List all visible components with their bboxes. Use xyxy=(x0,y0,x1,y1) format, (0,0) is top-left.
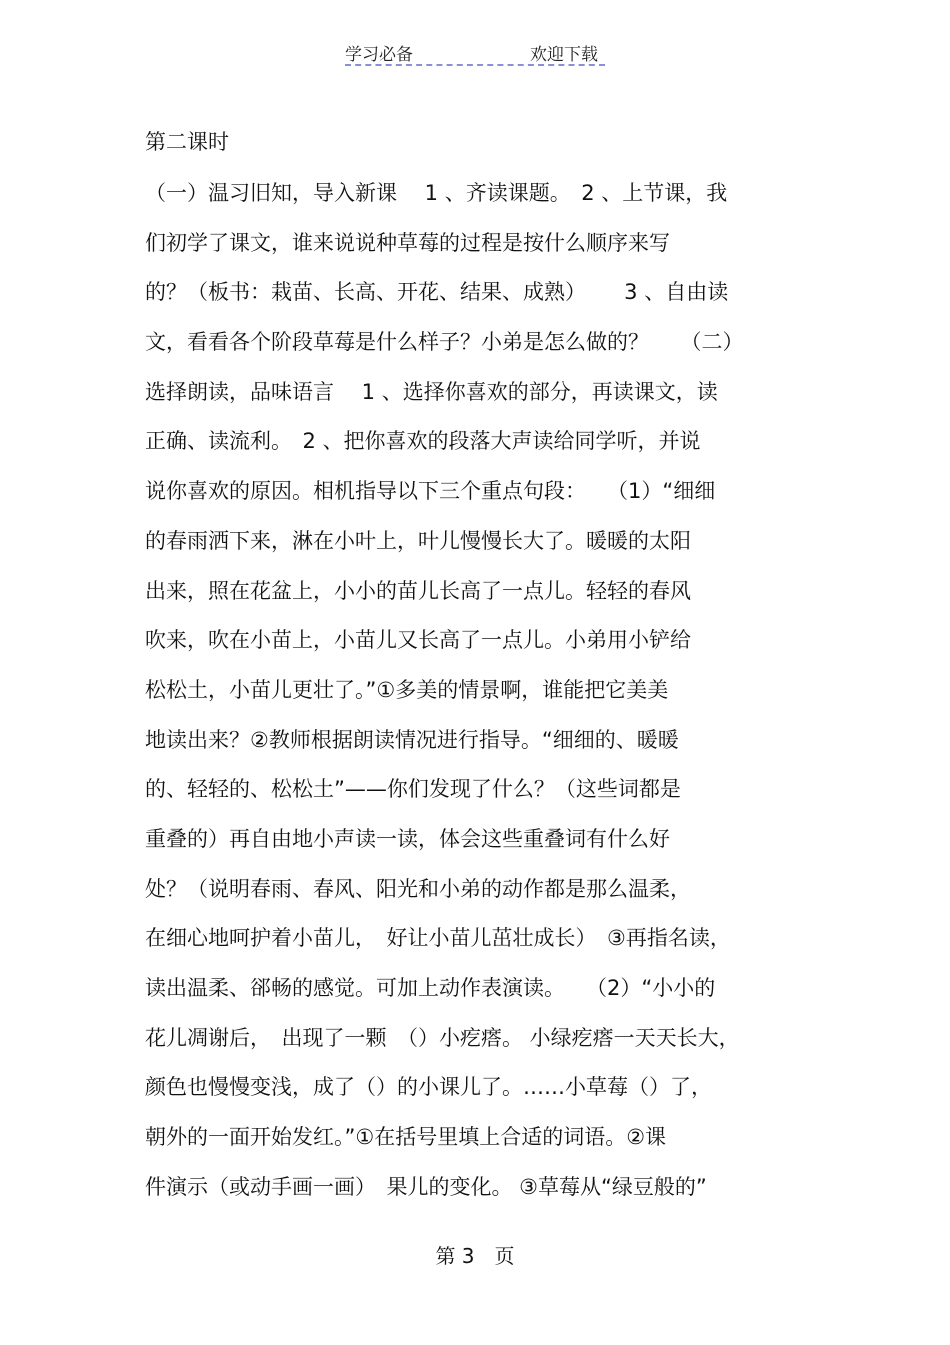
header-right-text: 欢迎下载 xyxy=(530,45,598,65)
header-divider xyxy=(345,64,605,66)
page-header xyxy=(345,40,605,66)
text-line: 出来，照在花盆上，小小的苗儿长高了一点儿。轻轻的春风 xyxy=(145,578,691,603)
text-line: （一）温习旧知，导入新课 1 、齐读课题。 2 、上节课，我 xyxy=(145,181,728,205)
text-line: 们初学了课文，谁来说说种草莓的过程是按什么顺序来写 xyxy=(145,230,670,255)
text-line: 朝外的一面开始发红。”①在括号里填上合适的词语。②课 xyxy=(145,1125,667,1150)
text-line: 地读出来？②教师根据朗读情况进行指导。“细细的、暖暖 xyxy=(145,727,679,752)
text-line: 在细心地呵护着小苗儿， 好让小苗儿茁壮成长） ③再指名读， xyxy=(145,926,731,951)
text-line: 正确、读流利。 2 、把你喜欢的段落大声读给同学听，并说 xyxy=(145,429,701,454)
text-line: 的、轻轻的、松松土”——你们发现了什么？（这些词都是 xyxy=(145,777,681,802)
text-line: 读出温柔、郤畅的感觉。可加上动作表演读。 （2）“小小的 xyxy=(145,976,716,1000)
text-line: 选择朗读，品味语言 1 、选择你喜欢的部分，再读课文，读 xyxy=(145,379,718,404)
text-line: 的？（板书：栽苗、长高、开花、结果、成熟） 3 、自由读 xyxy=(145,280,729,305)
section-title: 第二课时 xyxy=(145,130,229,154)
header-left-text: 学习必备 xyxy=(345,45,413,65)
text-line: 的春雨洒下来，淋在小叶上，叶儿慢慢长大了。暖暖的太阳 xyxy=(145,528,691,553)
text-line: 重叠的）再自由地小声读一读，体会这些重叠词有什么好 xyxy=(145,826,670,851)
text-line: 文，看看各个阶段草莓是什么样子？小弟是怎么做的？ （二） xyxy=(145,330,744,355)
text-line: 花儿凋谢后， 出现了一颗 （）小疙瘩。 小绿疙瘩一天天长大， xyxy=(145,1025,740,1050)
text-line: 颜色也慢慢变浅，成了（）的小课儿了。……小草莓（）了， xyxy=(145,1075,712,1100)
text-line: 处？（说明春雨、春风、阳光和小弟的动作都是那么温柔， xyxy=(145,876,691,901)
text-line: 件演示（或动手画一画） 果儿的变化。 ③草莓从“绿豆般的” xyxy=(145,1174,707,1199)
body-text xyxy=(145,173,805,1216)
text-line: 松松土，小苗儿更壮了。”①多美的情景啊，谁能把它美美 xyxy=(145,677,669,702)
text-line: 吹来，吹在小苗上，小苗儿又长高了一点儿。小弟用小铲给 xyxy=(145,628,691,653)
page-number: 第 3 页 xyxy=(435,1244,515,1268)
text-line: 说你喜欢的原因。相机指导以下三个重点句段： （1）“细细 xyxy=(145,479,716,504)
